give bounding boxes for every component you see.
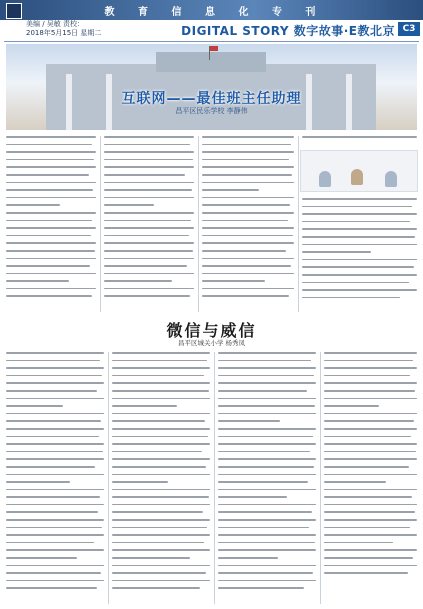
masthead-date: 2018年5月15日 星期二: [26, 29, 102, 37]
hero-flag: [210, 46, 218, 51]
section-title: DIGITAL STORY 数字故事·E教北京: [181, 24, 395, 38]
column-divider: [320, 352, 321, 604]
column-divider: [214, 352, 215, 604]
masthead-info: [26, 20, 101, 38]
hero-image: [6, 44, 417, 130]
article2-column-3: [218, 352, 316, 604]
column-divider: [198, 136, 199, 312]
banner-motto: 教 育 信 息 化 专 刊: [104, 7, 316, 18]
article1-column-4-top: [302, 136, 417, 148]
banner-strip: [0, 0, 423, 20]
column-divider: [108, 352, 109, 604]
article1-illustration: [300, 150, 418, 192]
newspaper-logo-icon: [6, 3, 22, 19]
page-number-badge: C3: [398, 22, 420, 36]
illustration-figure: [385, 171, 397, 187]
masthead-editor: 美编 / 吴敏 责校：: [26, 20, 85, 28]
hero-title: 互联网——最佳班主任助理: [121, 91, 302, 107]
article2-title: 微信与威信: [166, 321, 257, 340]
article2-column-2: [112, 352, 210, 604]
illustration-figure: [351, 169, 363, 185]
article1-column-2: [104, 136, 194, 312]
article1-column-1: [6, 136, 96, 312]
article1-column-4: [302, 198, 417, 312]
page-banner: [0, 0, 423, 42]
header-rule: [4, 41, 419, 42]
article1-column-3: [202, 136, 294, 312]
illustration-figure: [319, 171, 331, 187]
column-divider: [100, 136, 101, 312]
hero-building-top: [156, 52, 266, 72]
hero-byline: 昌平区民乐学校 李静伟: [175, 107, 248, 115]
article2-column-1: [6, 352, 104, 604]
column-divider: [298, 136, 299, 312]
article2-byline: 昌平区城关小学 杨秀凤: [177, 339, 246, 347]
article2-column-4: [324, 352, 417, 604]
